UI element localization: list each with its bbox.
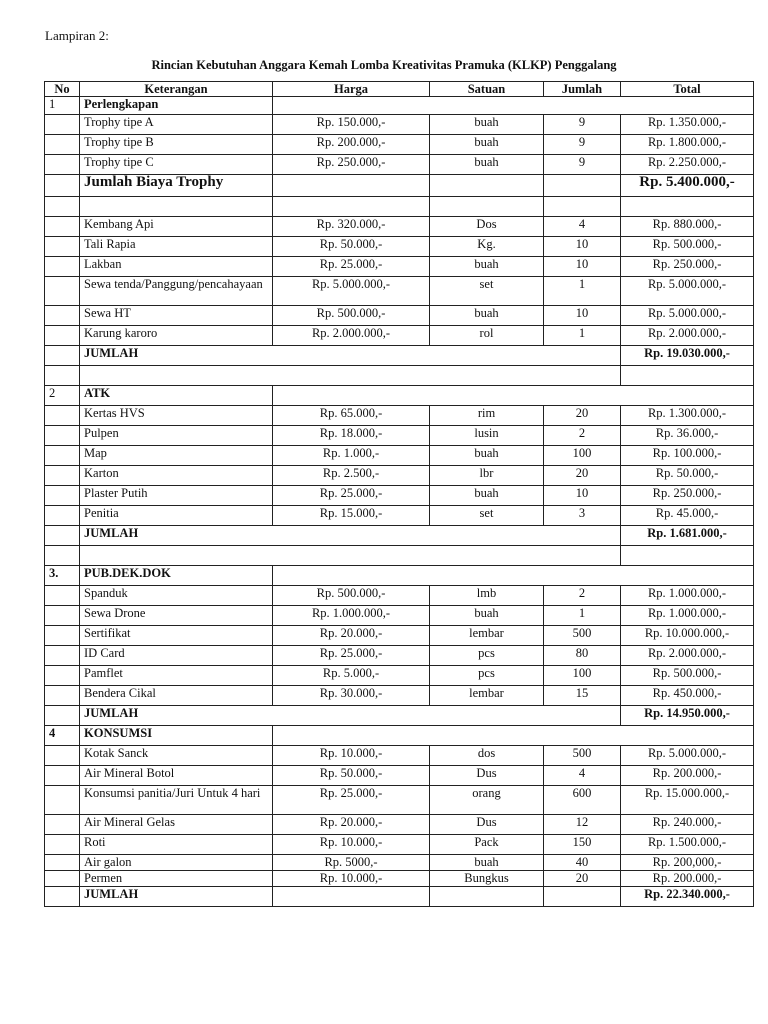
section-number: 4 — [45, 726, 80, 746]
quantity-cell: 10 — [544, 237, 621, 257]
item-name-cell: Kembang Api — [80, 217, 273, 237]
item-name-cell: Penitia — [80, 506, 273, 526]
table-row — [45, 466, 754, 486]
section-total-value: Rp. 1.681.000,- — [621, 526, 754, 546]
empty-cell — [430, 175, 544, 197]
section-title: ATK — [80, 386, 273, 406]
total-cell: Rp. 1.800.000,- — [621, 135, 754, 155]
price-cell: Rp. 1.000,- — [273, 446, 430, 466]
section-title: KONSUMSI — [80, 726, 273, 746]
total-cell: Rp. 200.000,- — [621, 766, 754, 786]
row-number-cell — [45, 155, 80, 175]
row-number-cell — [45, 506, 80, 526]
quantity-cell: 20 — [544, 871, 621, 887]
total-cell: Rp. 2.000.000,- — [621, 326, 754, 346]
item-name-cell: Trophy tipe C — [80, 155, 273, 175]
section-heading-row — [45, 386, 754, 406]
header-satuan: Satuan — [430, 82, 544, 97]
price-cell: Rp. 5.000,- — [273, 666, 430, 686]
section-total-value: Rp. 14.950.000,- — [621, 706, 754, 726]
empty-cell — [273, 175, 430, 197]
empty-cell — [273, 726, 754, 746]
price-cell: Rp. 65.000,- — [273, 406, 430, 426]
section-konsumsi — [45, 726, 754, 907]
table-header-row — [45, 82, 754, 97]
total-cell: Rp. 1.350.000,- — [621, 115, 754, 135]
total-cell: Rp. 880.000,- — [621, 217, 754, 237]
row-number-cell — [45, 606, 80, 626]
unit-cell: pcs — [430, 666, 544, 686]
total-cell: Rp. 500.000,- — [621, 666, 754, 686]
row-number-cell — [45, 135, 80, 155]
table-row — [45, 646, 754, 666]
price-cell: Rp. 50.000,- — [273, 237, 430, 257]
item-name-cell: Air galon — [80, 855, 273, 871]
row-number-cell — [45, 217, 80, 237]
price-cell: Rp. 20.000,- — [273, 626, 430, 646]
row-number-cell — [45, 586, 80, 606]
section-title: PUB.DEK.DOK — [80, 566, 273, 586]
table-row — [45, 257, 754, 277]
table-row — [45, 606, 754, 626]
total-cell: Rp. 250.000,- — [621, 257, 754, 277]
table-row — [45, 306, 754, 326]
unit-cell: buah — [430, 446, 544, 466]
empty-cell — [80, 546, 621, 566]
row-number-cell — [45, 277, 80, 306]
unit-cell: buah — [430, 606, 544, 626]
table-row — [45, 426, 754, 446]
quantity-cell: 1 — [544, 277, 621, 306]
price-cell: Rp. 250.000,- — [273, 155, 430, 175]
empty-cell — [621, 197, 754, 217]
unit-cell: pcs — [430, 646, 544, 666]
quantity-cell: 100 — [544, 666, 621, 686]
section-total-value: Rp. 19.030.000,- — [621, 346, 754, 366]
total-cell: Rp. 1.000.000,- — [621, 586, 754, 606]
price-cell: Rp. 20.000,- — [273, 815, 430, 835]
unit-cell: buah — [430, 135, 544, 155]
section-number: 2 — [45, 386, 80, 406]
section-total-row — [45, 346, 754, 366]
price-cell: Rp. 5000,- — [273, 855, 430, 871]
header-total: Total — [621, 82, 754, 97]
total-cell: Rp. 36.000,- — [621, 426, 754, 446]
quantity-cell: 500 — [544, 746, 621, 766]
item-name-cell: Map — [80, 446, 273, 466]
price-cell: Rp. 25.000,- — [273, 257, 430, 277]
price-cell: Rp. 200.000,- — [273, 135, 430, 155]
unit-cell: lmb — [430, 586, 544, 606]
section-heading-row — [45, 566, 754, 586]
table-row — [45, 115, 754, 135]
section-atk — [45, 386, 754, 566]
section-heading-row — [45, 97, 754, 115]
item-name-cell: Trophy tipe A — [80, 115, 273, 135]
unit-cell: buah — [430, 155, 544, 175]
item-name-cell: Sertifikat — [80, 626, 273, 646]
price-cell: Rp. 2.500,- — [273, 466, 430, 486]
quantity-cell: 9 — [544, 115, 621, 135]
empty-cell — [45, 197, 80, 217]
unit-cell: dos — [430, 746, 544, 766]
empty-cell — [544, 175, 621, 197]
table-row — [45, 237, 754, 257]
price-cell: Rp. 15.000,- — [273, 506, 430, 526]
total-cell: Rp. 250.000,- — [621, 486, 754, 506]
quantity-cell: 2 — [544, 426, 621, 446]
section-number: 3. — [45, 566, 80, 586]
quantity-cell: 12 — [544, 815, 621, 835]
price-cell: Rp. 10.000,- — [273, 746, 430, 766]
unit-cell: Dos — [430, 217, 544, 237]
row-number-cell — [45, 306, 80, 326]
price-cell: Rp. 5.000.000,- — [273, 277, 430, 306]
table-row — [45, 277, 754, 306]
price-cell: Rp. 500.000,- — [273, 306, 430, 326]
section-total-row — [45, 887, 754, 907]
total-cell: Rp. 1.500.000,- — [621, 835, 754, 855]
quantity-cell: 10 — [544, 257, 621, 277]
price-cell: Rp. 320.000,- — [273, 217, 430, 237]
empty-cell — [45, 175, 80, 197]
table-row — [45, 835, 754, 855]
empty-cell — [273, 97, 754, 115]
section-title: Perlengkapan — [80, 97, 273, 115]
document-title: Rincian Kebutuhan Anggara Kemah Lomba Kreativitas Pramuka (KLKP) Penggalang — [151, 58, 617, 72]
total-cell: Rp. 2.000.000,- — [621, 646, 754, 666]
section-total-label: JUMLAH — [80, 526, 621, 546]
table-row — [45, 326, 754, 346]
quantity-cell: 4 — [544, 217, 621, 237]
quantity-cell: 15 — [544, 686, 621, 706]
unit-cell: set — [430, 277, 544, 306]
row-number-cell — [45, 686, 80, 706]
item-name-cell: Air Mineral Gelas — [80, 815, 273, 835]
item-name-cell: Sewa HT — [80, 306, 273, 326]
item-name-cell: Karton — [80, 466, 273, 486]
price-cell: Rp. 10.000,- — [273, 871, 430, 887]
item-name-cell: Roti — [80, 835, 273, 855]
price-cell: Rp. 25.000,- — [273, 786, 430, 815]
total-cell: Rp. 1.000.000,- — [621, 606, 754, 626]
quantity-cell: 500 — [544, 626, 621, 646]
table-row — [45, 746, 754, 766]
row-number-cell — [45, 666, 80, 686]
price-cell: Rp. 10.000,- — [273, 835, 430, 855]
item-name-cell: ID Card — [80, 646, 273, 666]
trophy-subtotal-value: Rp. 5.400.000,- — [621, 175, 754, 197]
row-number-cell — [45, 815, 80, 835]
row-number-cell — [45, 426, 80, 446]
price-cell: Rp. 1.000.000,- — [273, 606, 430, 626]
section-total-row — [45, 526, 754, 546]
table-row — [45, 815, 754, 835]
empty-cell — [45, 546, 80, 566]
quantity-cell: 150 — [544, 835, 621, 855]
quantity-cell: 9 — [544, 155, 621, 175]
table-row — [45, 155, 754, 175]
unit-cell: Bungkus — [430, 871, 544, 887]
price-cell: Rp. 25.000,- — [273, 646, 430, 666]
table-row — [45, 855, 754, 871]
empty-cell — [430, 197, 544, 217]
table-row — [45, 871, 754, 887]
quantity-cell: 1 — [544, 326, 621, 346]
table-row — [45, 446, 754, 466]
price-cell: Rp. 30.000,- — [273, 686, 430, 706]
row-number-cell — [45, 486, 80, 506]
item-name-cell: Pamflet — [80, 666, 273, 686]
header-keterangan: Keterangan — [80, 82, 273, 97]
item-name-cell: Plaster Putih — [80, 486, 273, 506]
total-cell: Rp. 1.300.000,- — [621, 406, 754, 426]
empty-cell — [273, 887, 430, 907]
empty-cell — [544, 887, 621, 907]
total-cell: Rp. 10.000.000,- — [621, 626, 754, 646]
row-number-cell — [45, 786, 80, 815]
total-cell: Rp. 45.000,- — [621, 506, 754, 526]
price-cell: Rp. 18.000,- — [273, 426, 430, 446]
item-name-cell: Pulpen — [80, 426, 273, 446]
item-name-cell: Permen — [80, 871, 273, 887]
table-row — [45, 786, 754, 815]
quantity-cell: 80 — [544, 646, 621, 666]
unit-cell: lusin — [430, 426, 544, 446]
table-row — [45, 586, 754, 606]
section-total-label: JUMLAH — [80, 706, 621, 726]
unit-cell: buah — [430, 306, 544, 326]
item-name-cell: Konsumsi panitia/Juri Untuk 4 hari — [80, 786, 273, 815]
empty-row — [45, 197, 754, 217]
row-number-cell — [45, 746, 80, 766]
row-number-cell — [45, 446, 80, 466]
unit-cell: buah — [430, 855, 544, 871]
unit-cell: buah — [430, 257, 544, 277]
quantity-cell: 100 — [544, 446, 621, 466]
empty-cell — [621, 546, 754, 566]
row-number-cell — [45, 835, 80, 855]
quantity-cell: 600 — [544, 786, 621, 815]
header-harga: Harga — [273, 82, 430, 97]
section-total-label: JUMLAH — [80, 887, 273, 907]
empty-cell — [45, 887, 80, 907]
item-name-cell: Karung karoro — [80, 326, 273, 346]
item-name-cell: Sewa tenda/Panggung/pencahayaan — [80, 277, 273, 306]
empty-cell — [45, 706, 80, 726]
quantity-cell: 20 — [544, 466, 621, 486]
item-name-cell: Lakban — [80, 257, 273, 277]
item-name-cell: Spanduk — [80, 586, 273, 606]
header-jumlah: Jumlah — [544, 82, 621, 97]
table-row — [45, 406, 754, 426]
table-row — [45, 666, 754, 686]
table-row — [45, 686, 754, 706]
unit-cell: Dus — [430, 766, 544, 786]
quantity-cell: 1 — [544, 606, 621, 626]
section-total-value: Rp. 22.340.000,- — [621, 887, 754, 907]
empty-cell — [45, 346, 80, 366]
row-number-cell — [45, 871, 80, 887]
total-cell: Rp. 50.000,- — [621, 466, 754, 486]
unit-cell: lembar — [430, 626, 544, 646]
section-pub-dek-dok — [45, 566, 754, 726]
quantity-cell: 40 — [544, 855, 621, 871]
trophy-subtotal-row — [45, 175, 754, 197]
quantity-cell: 3 — [544, 506, 621, 526]
total-cell: Rp. 100.000,- — [621, 446, 754, 466]
table-row — [45, 506, 754, 526]
section-heading-row — [45, 726, 754, 746]
empty-cell — [45, 526, 80, 546]
unit-cell: buah — [430, 486, 544, 506]
total-cell: Rp. 5.000.000,- — [621, 277, 754, 306]
row-number-cell — [45, 237, 80, 257]
table-row — [45, 217, 754, 237]
empty-cell — [45, 366, 80, 386]
quantity-cell: 10 — [544, 306, 621, 326]
total-cell: Rp. 5.000.000,- — [621, 746, 754, 766]
row-number-cell — [45, 855, 80, 871]
row-number-cell — [45, 466, 80, 486]
total-cell: Rp. 240.000,- — [621, 815, 754, 835]
unit-cell: lembar — [430, 686, 544, 706]
unit-cell: Kg. — [430, 237, 544, 257]
header-no: No — [45, 82, 80, 97]
empty-cell — [544, 197, 621, 217]
unit-cell: Dus — [430, 815, 544, 835]
quantity-cell: 2 — [544, 586, 621, 606]
section-number: 1 — [45, 97, 80, 115]
item-name-cell: Kotak Sanck — [80, 746, 273, 766]
item-name-cell: Air Mineral Botol — [80, 766, 273, 786]
attachment-label: Lampiran 2: — [45, 28, 109, 43]
total-cell: Rp. 200.000,- — [621, 871, 754, 887]
item-name-cell: Tali Rapia — [80, 237, 273, 257]
unit-cell: orang — [430, 786, 544, 815]
quantity-cell: 9 — [544, 135, 621, 155]
quantity-cell: 10 — [544, 486, 621, 506]
budget-table — [44, 81, 754, 907]
unit-cell: buah — [430, 115, 544, 135]
quantity-cell: 4 — [544, 766, 621, 786]
table-row — [45, 626, 754, 646]
row-number-cell — [45, 626, 80, 646]
total-cell: Rp. 450.000,- — [621, 686, 754, 706]
price-cell: Rp. 25.000,- — [273, 486, 430, 506]
row-number-cell — [45, 326, 80, 346]
total-cell: Rp. 5.000.000,- — [621, 306, 754, 326]
empty-row — [45, 366, 754, 386]
section-total-row — [45, 706, 754, 726]
empty-row — [45, 546, 754, 566]
section-perlengkapan — [45, 97, 754, 386]
empty-cell — [273, 197, 430, 217]
table-row — [45, 486, 754, 506]
quantity-cell: 20 — [544, 406, 621, 426]
table-row — [45, 135, 754, 155]
unit-cell: lbr — [430, 466, 544, 486]
empty-cell — [80, 366, 621, 386]
price-cell: Rp. 500.000,- — [273, 586, 430, 606]
row-number-cell — [45, 257, 80, 277]
row-number-cell — [45, 646, 80, 666]
empty-cell — [621, 366, 754, 386]
empty-cell — [430, 887, 544, 907]
section-total-label: JUMLAH — [80, 346, 621, 366]
total-cell: Rp. 15.000.000,- — [621, 786, 754, 815]
total-cell: Rp. 200,000,- — [621, 855, 754, 871]
item-name-cell: Sewa Drone — [80, 606, 273, 626]
row-number-cell — [45, 766, 80, 786]
unit-cell: set — [430, 506, 544, 526]
empty-cell — [273, 566, 754, 586]
item-name-cell: Kertas HVS — [80, 406, 273, 426]
price-cell: Rp. 2.000.000,- — [273, 326, 430, 346]
item-name-cell: Trophy tipe B — [80, 135, 273, 155]
row-number-cell — [45, 115, 80, 135]
price-cell: Rp. 50.000,- — [273, 766, 430, 786]
total-cell: Rp. 2.250.000,- — [621, 155, 754, 175]
price-cell: Rp. 150.000,- — [273, 115, 430, 135]
empty-cell — [273, 386, 754, 406]
empty-cell — [80, 197, 273, 217]
unit-cell: Pack — [430, 835, 544, 855]
trophy-subtotal-label: Jumlah Biaya Trophy — [80, 175, 273, 197]
total-cell: Rp. 500.000,- — [621, 237, 754, 257]
item-name-cell: Bendera Cikal — [80, 686, 273, 706]
unit-cell: rim — [430, 406, 544, 426]
row-number-cell — [45, 406, 80, 426]
unit-cell: rol — [430, 326, 544, 346]
table-row — [45, 766, 754, 786]
